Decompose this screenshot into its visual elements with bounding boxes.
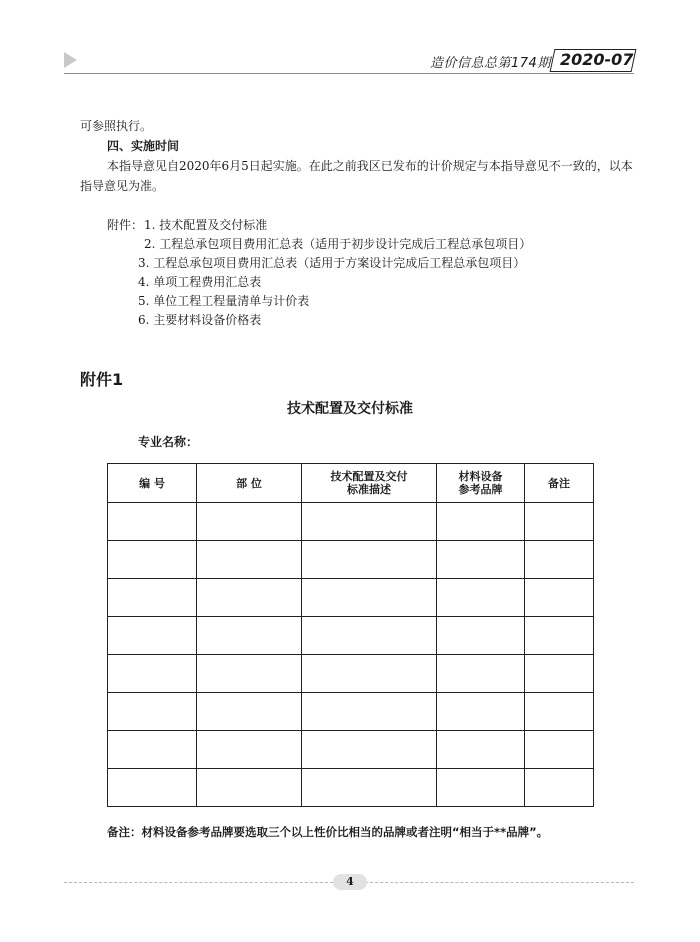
issue-number: 2020-07 (560, 50, 634, 69)
table-row (108, 731, 594, 769)
table-row (108, 579, 594, 617)
table-cell (437, 769, 525, 807)
table-cell (302, 579, 437, 617)
table-cell (437, 693, 525, 731)
table-cell (108, 769, 197, 807)
col-header-remark: 备注 (525, 464, 594, 503)
table-cell (302, 655, 437, 693)
table-cell (525, 617, 594, 655)
table-cell (302, 693, 437, 731)
attachment-item-5: 5. 单位工程工程量清单与计价表 (138, 294, 310, 308)
table-cell (108, 541, 197, 579)
major-name-label: 专业名称： (138, 435, 199, 449)
table-cell (525, 769, 594, 807)
table-cell (525, 541, 594, 579)
table-cell (197, 579, 302, 617)
table-cell (437, 541, 525, 579)
table-row (108, 693, 594, 731)
table-cell (525, 579, 594, 617)
journal-title: 造价信息总第174期 (430, 56, 551, 71)
table-cell (197, 655, 302, 693)
table-cell (302, 731, 437, 769)
table-cell (197, 503, 302, 541)
table-cell (108, 693, 197, 731)
attachment-item-1: 1. 技术配置及交付标准 (144, 218, 268, 232)
table-cell (437, 655, 525, 693)
table-row (108, 617, 594, 655)
table-cell (437, 731, 525, 769)
table-cell (437, 617, 525, 655)
table-cell (302, 541, 437, 579)
attachment-item-3: 3. 工程总承包项目费用汇总表（适用于方案设计完成后工程总承包项目） (138, 256, 526, 270)
attachments-label: 附件： (107, 218, 144, 232)
table-note: 备注：材料设备参考品牌要选取三个以上性价比相当的品牌或者注明“相当于**品牌”。 (107, 825, 549, 839)
attachment-item-2: 2. 工程总承包项目费用汇总表（适用于初步设计完成后工程总承包项目） (144, 237, 532, 251)
table-cell (197, 541, 302, 579)
paragraph-line-1: 本指导意见自2020年6月5日起实施。在此之前我区已发布的计价规定与本指导意见不一致的，以本 (107, 159, 633, 173)
table-cell (525, 731, 594, 769)
section-title: 四、实施时间 (107, 139, 180, 153)
table-cell (302, 503, 437, 541)
page-number: 4 (333, 874, 367, 890)
continued-line: 可参照执行。 (80, 119, 153, 133)
table-cell (108, 655, 197, 693)
table-row (108, 541, 594, 579)
table-row (108, 769, 594, 807)
table-cell (437, 503, 525, 541)
attachment-heading: 附件1 (80, 370, 124, 389)
table-cell (108, 617, 197, 655)
table-cell (108, 579, 197, 617)
paragraph-line-2: 指导意见为准。 (80, 179, 165, 193)
table-cell (302, 617, 437, 655)
table-cell (197, 731, 302, 769)
table-cell (197, 769, 302, 807)
table-cell (525, 655, 594, 693)
table-cell (525, 503, 594, 541)
attachment-item-6: 6. 主要材料设备价格表 (138, 313, 262, 327)
col-header-position: 部 位 (197, 464, 302, 503)
table-cell (437, 579, 525, 617)
table-row (108, 655, 594, 693)
table-cell (197, 617, 302, 655)
header-rule (64, 73, 634, 74)
table-title: 技术配置及交付标准 (287, 401, 413, 417)
col-header-tech-standard: 技术配置及交付标准描述 (302, 464, 437, 503)
table-cell (108, 731, 197, 769)
page-header (0, 0, 700, 90)
col-header-brand: 材料设备参考品牌 (437, 464, 525, 503)
attachment-item-4: 4. 单项工程费用汇总表 (138, 275, 262, 289)
header-triangle-icon (64, 52, 77, 68)
table-cell (197, 693, 302, 731)
table-cell (108, 503, 197, 541)
table-cell (302, 769, 437, 807)
standards-table (107, 463, 594, 807)
table-cell (525, 693, 594, 731)
table-row (108, 503, 594, 541)
col-header-number: 编 号 (108, 464, 197, 503)
table-header-row (108, 464, 594, 503)
